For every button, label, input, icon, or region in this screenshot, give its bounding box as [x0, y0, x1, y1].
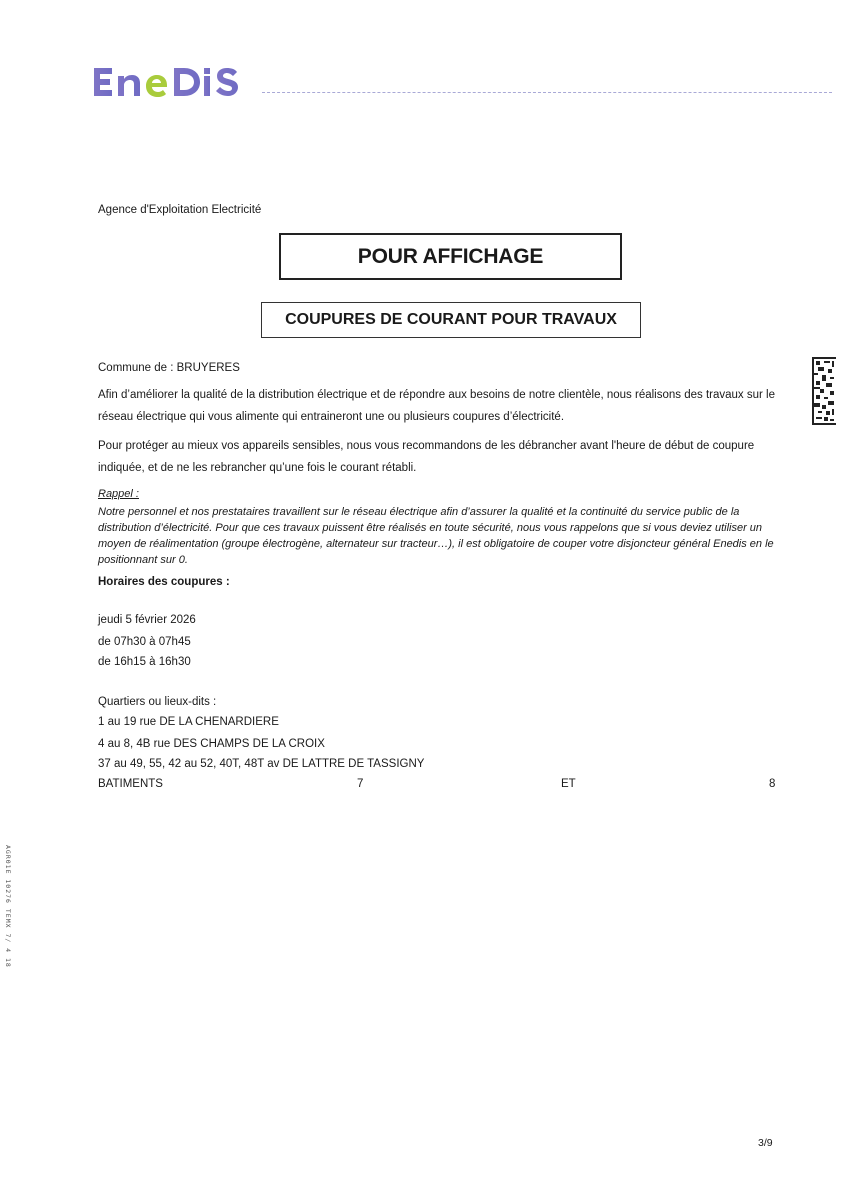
datamatrix-code	[812, 357, 836, 425]
rappel-title: Rappel :	[98, 488, 139, 500]
outage-date: jeudi 5 février 2026	[98, 614, 196, 626]
rappel-body: Notre personnel et nos prestataires travaillent sur le réseau électrique afin d’assurer la qualité et la continuité du service public de la distribution d’électricité. Pour que ces travaux puissent être réalisés en toute sécurité, nous vous rappelons que si vous deviez utiliser un moyen de réalimentation (groupe électrogène, alternateur sur tracteur…), il est obligatoire de couper votre disjoncteur général Enedis en le positionnant sur 0.	[98, 506, 774, 566]
batiments-label: BATIMENTS	[98, 778, 163, 790]
quartier-item: 1 au 19 rue DE LA CHENARDIERE	[98, 716, 279, 728]
batiments-row	[98, 778, 778, 794]
paragraph-recommendation: Pour protéger au mieux vos appareils sensibles, nous vous recommandons de les débrancher avant l'heure de début de coupure indiquée, et de ne les rebrancher qu’une fois le courant rétabli.	[98, 440, 755, 474]
side-print: AGR01E 10276 TEMX 7/ 4 18	[4, 845, 12, 968]
batiments-number: 8	[769, 778, 776, 790]
title-box	[279, 233, 622, 280]
commune-line: Commune de : BRUYERES	[98, 362, 240, 374]
horaires-title: Horaires des coupures :	[98, 576, 230, 588]
quartiers-title: Quartiers ou lieux-dits :	[98, 696, 217, 708]
outage-slot: de 16h15 à 16h30	[98, 656, 191, 668]
agency-name: Agence d'Exploitation Electricité	[98, 204, 262, 216]
title-text: POUR AFFICHAGE	[357, 244, 544, 268]
enedis-logo	[90, 62, 250, 102]
subtitle-box	[261, 302, 641, 338]
batiments-conjunction: ET	[561, 778, 576, 790]
outage-slot: de 07h30 à 07h45	[98, 636, 191, 648]
page-number: 3/9	[758, 1137, 773, 1149]
quartier-item: 4 au 8, 4B rue DES CHAMPS DE LA CROIX	[98, 738, 325, 750]
batiments-number: 7	[357, 778, 364, 790]
header-rule	[262, 92, 832, 93]
paragraph-intro: Afin d’améliorer la qualité de la distribution électrique et de répondre aux besoins de notre clientèle, nous réalisons des travaux sur le réseau électrique qui vous alimente qui entraineront une ou plusieurs coupures d’électricité.	[98, 389, 775, 423]
quartier-item: 37 au 49, 55, 42 au 52, 40T, 48T av DE LATTRE DE TASSIGNY	[98, 758, 425, 770]
subtitle-text: COUPURES DE COURANT POUR TRAVAUX	[285, 311, 617, 328]
